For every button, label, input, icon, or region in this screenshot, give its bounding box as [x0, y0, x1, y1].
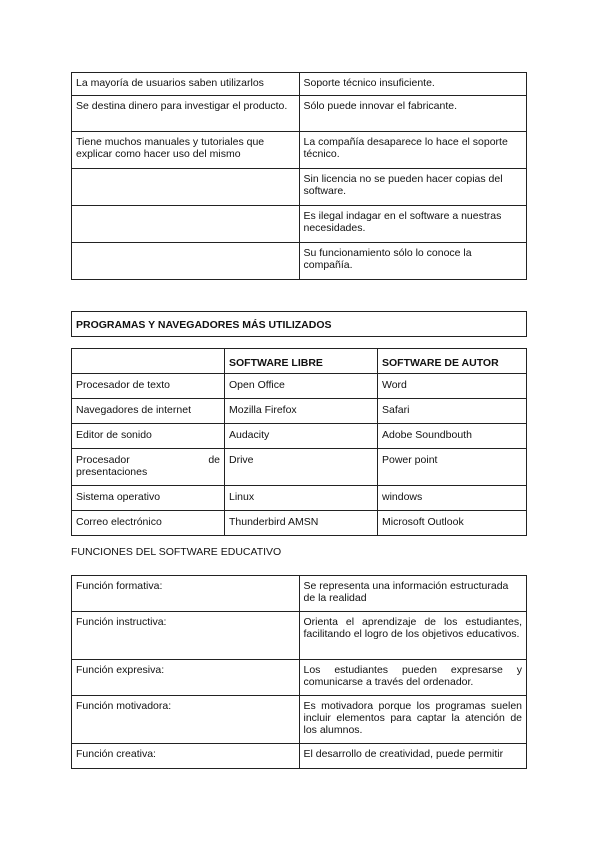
table-cell: El desarrollo de creatividad, puede permitir: [299, 744, 527, 769]
table-cell: La compañía desaparece lo hace el soporte técnico.: [299, 132, 527, 169]
table-row: [72, 243, 527, 280]
table-row: [72, 696, 527, 744]
table-cell: Editor de sonido: [72, 424, 225, 449]
table-row: [72, 206, 527, 243]
table-cell: Tiene muchos manuales y tutoriales que explicar como hacer uso del mismo: [72, 132, 300, 169]
table-cell: [72, 206, 300, 243]
table-header: SOFTWARE LIBRE: [225, 349, 378, 374]
table-cell: Sin licencia no se pueden hacer copias del software.: [299, 169, 527, 206]
functions-table: [71, 575, 527, 769]
label-part: presentaciones: [76, 466, 148, 478]
table-cell: Función formativa:: [72, 576, 300, 612]
table-row: [72, 660, 527, 696]
table-cell: Adobe Soundbouth: [378, 424, 527, 449]
programs-table: [71, 348, 527, 536]
table-cell: Mozilla Firefox: [225, 399, 378, 424]
table-cell: Los estudiantes pueden expresarse y comunicarse a través del ordenador.: [299, 660, 527, 696]
table-header: SOFTWARE DE AUTOR: [378, 349, 527, 374]
programs-title-box: [71, 311, 527, 337]
table-cell: Función instructiva:: [72, 612, 300, 660]
table-cell: Función creativa:: [72, 744, 300, 769]
table-cell: Se representa una información estructurada de la realidad: [299, 576, 527, 612]
table-row: [72, 576, 527, 612]
table-cell: Drive: [225, 449, 378, 486]
split-label: [76, 454, 220, 466]
table-row: [72, 374, 527, 399]
table-row: [72, 744, 527, 769]
table-cell: Word: [378, 374, 527, 399]
table-row: [72, 511, 527, 536]
table-cell: Safari: [378, 399, 527, 424]
table-cell: [72, 449, 225, 486]
label-part: de: [208, 454, 220, 466]
table-cell: Audacity: [225, 424, 378, 449]
table-header-row: [72, 349, 527, 374]
table-cell: Microsoft Outlook: [378, 511, 527, 536]
table-cell: Sistema operativo: [72, 486, 225, 511]
table-cell: Se destina dinero para investigar el producto.: [72, 96, 300, 132]
table-cell: Función expresiva:: [72, 660, 300, 696]
table-cell: Sólo puede innovar el fabricante.: [299, 96, 527, 132]
table-cell: Procesador de texto: [72, 374, 225, 399]
functions-heading: FUNCIONES DEL SOFTWARE EDUCATIVO: [71, 546, 282, 558]
table-cell: [72, 169, 300, 206]
table-row: [72, 399, 527, 424]
section-title: PROGRAMAS Y NAVEGADORES MÁS UTILIZADOS: [72, 312, 527, 337]
table-cell: Es motivadora porque los programas suelen incluir elementos para captar la atención de los alumnos.: [299, 696, 527, 744]
label-part: Procesador: [76, 454, 130, 466]
table-cell: Linux: [225, 486, 378, 511]
table-row: [72, 96, 527, 132]
table-cell: [72, 243, 300, 280]
table-header: [72, 349, 225, 374]
table-row: [72, 612, 527, 660]
table-row: [72, 424, 527, 449]
table-row: [72, 449, 527, 486]
table-cell: Correo electrónico: [72, 511, 225, 536]
table-cell: Función motivadora:: [72, 696, 300, 744]
table-cell: La mayoría de usuarios saben utilizarlos: [72, 73, 300, 96]
table-cell: Es ilegal indagar en el software a nuestras necesidades.: [299, 206, 527, 243]
table-row: [72, 132, 527, 169]
table-cell: Orienta el aprendizaje de los estudiantes, facilitando el logro de los objetivos educativos.: [299, 612, 527, 660]
table-row: [72, 486, 527, 511]
table-cell: Navegadores de internet: [72, 399, 225, 424]
table-cell: windows: [378, 486, 527, 511]
table-row: [72, 169, 527, 206]
table-row: [72, 73, 527, 96]
table-cell: Su funcionamiento sólo lo conoce la compañía.: [299, 243, 527, 280]
table-cell: Open Office: [225, 374, 378, 399]
table-cell: Soporte técnico insuficiente.: [299, 73, 527, 96]
table-cell: Power point: [378, 449, 527, 486]
pros-cons-table: [71, 72, 527, 280]
table-cell: Thunderbird AMSN: [225, 511, 378, 536]
